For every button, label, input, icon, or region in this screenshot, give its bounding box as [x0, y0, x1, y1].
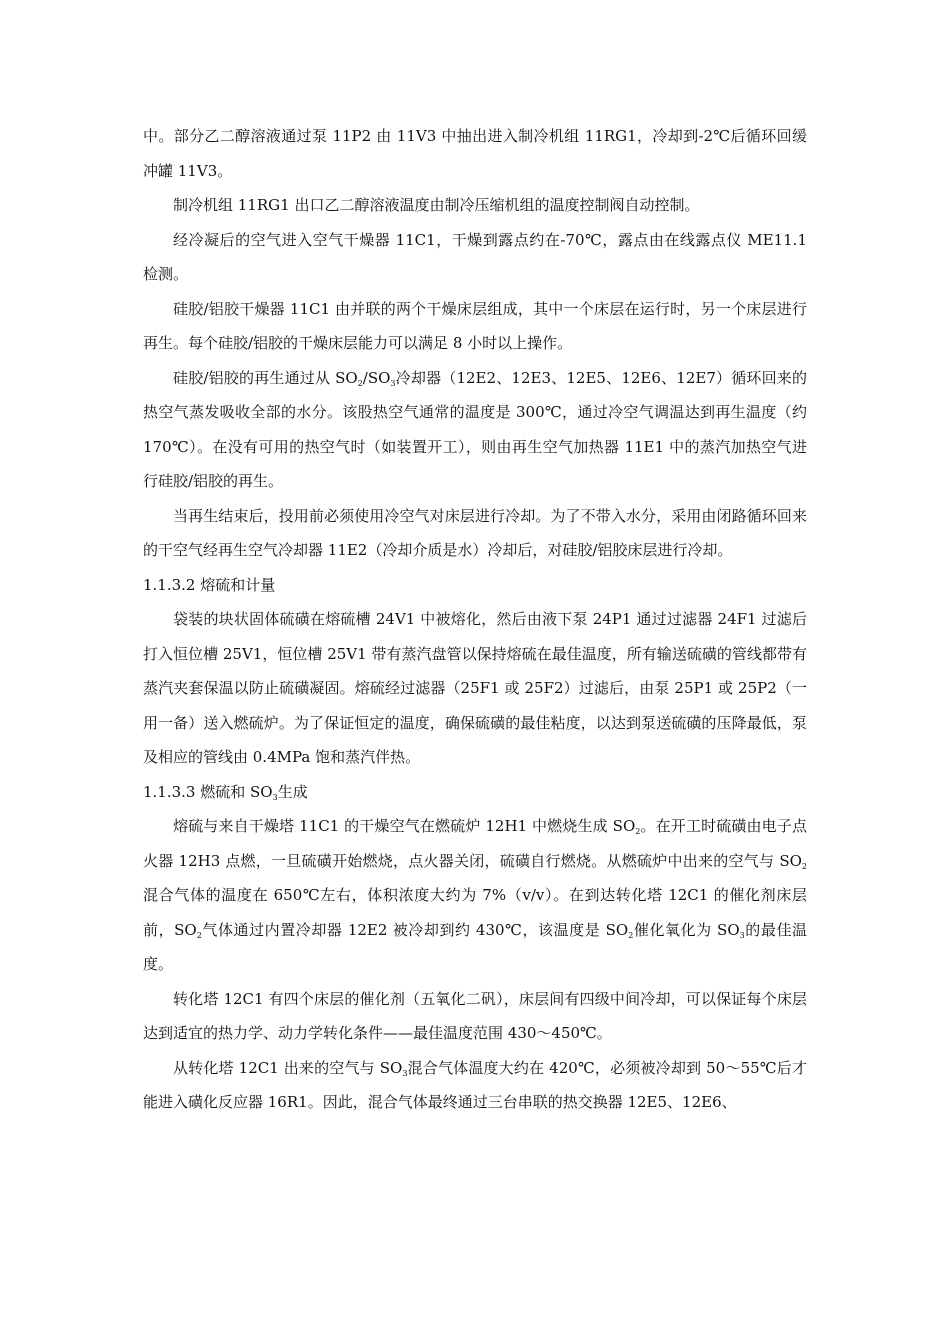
text-run: 袋装的块状固体硫磺在熔硫槽 24V1 中被熔化，然后由液下泵 24P1 通过过滤器 24F1 过滤后打入恒位槽 25V1，恒位槽 25V1 带有蒸汽盘管以保持熔硫在最佳温度，所有输送硫磺的管线都带有蒸汽夹套保温以防止硫磺凝固。熔硫经过滤器（25F1 或 25F2）过滤后，由泵 25P1 或 25P2（一用一备）送入燃硫炉。为了保证恒定的温度，确保硫磺的最佳粘度，以达到泵送硫磺的压降最低，泵及相应的管线由 0.4MPa 饱和蒸汽伴热。 [143, 610, 807, 766]
text-run: 气体通过内置冷却器 12E2 被冷却到约 430℃，该温度是 SO [201, 920, 629, 939]
text-run: 。在开工时硫磺由电子点火器 12H3 点燃，一旦硫磺开始燃烧，点火器关闭，硫磺自行燃烧。从燃硫炉中出来的空气与 SO [143, 817, 807, 870]
text-run: 制冷机组 11RG1 出口乙二醇溶液温度由制冷压缩机组的温度控制阀自动控制。 [173, 196, 700, 214]
text-run: 生成 [277, 782, 308, 801]
text-run: 冷却器（12E2、12E3、12E5、12E6、12E7）循环回来的热空气蒸发吸收全部的水分。该股热空气通常的温度是 300℃，通过冷空气调温达到再生温度（约 170℃）。在没有可用的热空气时（如装置开工），则由再生空气加热器 11E1 中的蒸汽加热空气进行硅胶/铝胶的再生。 [143, 368, 807, 490]
body-paragraph [143, 292, 807, 361]
subscript: 3 [390, 378, 396, 388]
subscript: 2 [635, 827, 641, 836]
subscript: 2 [801, 861, 807, 871]
subscript: 3 [402, 1068, 408, 1078]
text-run: 混合气体的温度在 650℃左右，体积浓度大约为 7%（v/v）。在到达转化塔 12C1 的催化剂床层前，SO [143, 886, 807, 939]
text-run: 硅胶/铝胶干燥器 11C1 由并联的两个干燥床层组成，其中一个床层在运行时，另一个床层进行再生。每个硅胶/铝胶的干燥床层能力可以满足 8 小时以上操作。 [143, 299, 807, 352]
body-paragraph [143, 119, 807, 188]
section-heading [143, 775, 807, 810]
text-run: 当再生结束后，投用前必须使用冷空气对床层进行冷却。为了不带入水分，采用由闭路循环回来的干空气经再生空气冷却器 11E2（冷却介质是水）冷却后，对硅胶/铝胶床层进行冷却。 [143, 506, 807, 559]
body-paragraph [143, 1051, 807, 1120]
text-run: 混合气体温度大约在 420℃，必须被冷却到 50～55℃后才能进入磺化反应器 16R1。因此，混合气体最终通过三台串联的热交换器 12E5、12E6、 [143, 1058, 807, 1111]
body-paragraph [143, 223, 807, 292]
subscript: 3 [272, 792, 278, 802]
body-paragraph [143, 361, 807, 499]
text-run: 中。部分乙二醇溶液通过泵 11P2 由 11V3 中抽出进入制冷机组 11RG1，冷却到-2℃后循环回缓冲罐 11V3。 [143, 127, 807, 180]
body-paragraph [143, 602, 807, 775]
text-run: 1.1.3.2 熔硫和计量 [143, 575, 276, 594]
text-run: 经冷凝后的空气进入空气干燥器 11C1，干燥到露点约在-70℃，露点由在线露点仪 ME11.1 检测。 [143, 230, 807, 283]
text-run: /SO [362, 368, 391, 387]
text-run: 熔硫与来自干燥塔 11C1 的干燥空气在燃硫炉 12H1 中燃烧生成 SO [173, 817, 636, 835]
subscript: 2 [196, 930, 202, 940]
subscript: 2 [628, 930, 634, 940]
body-paragraph [143, 982, 807, 1051]
body-paragraph [143, 188, 807, 223]
text-run: 从转化塔 12C1 出来的空气与 SO [173, 1058, 403, 1077]
subscript: 2 [357, 378, 363, 388]
subscript: 3 [739, 930, 745, 940]
text-run: 转化塔 12C1 有四个床层的催化剂（五氧化二矾），床层间有四级中间冷却，可以保证每个床层达到适宜的热力学、动力学转化条件——最佳温度范围 430～450℃。 [143, 989, 807, 1042]
text-run: 催化氧化为 SO [633, 920, 740, 939]
section-heading [143, 568, 807, 603]
text-run: 的最佳温度。 [143, 920, 808, 973]
document-body [143, 119, 807, 1120]
body-paragraph [143, 499, 807, 568]
text-run: 1.1.3.3 燃硫和 SO [143, 782, 273, 801]
text-run: 硅胶/铝胶的再生通过从 SO [173, 368, 358, 387]
body-paragraph [143, 809, 807, 982]
